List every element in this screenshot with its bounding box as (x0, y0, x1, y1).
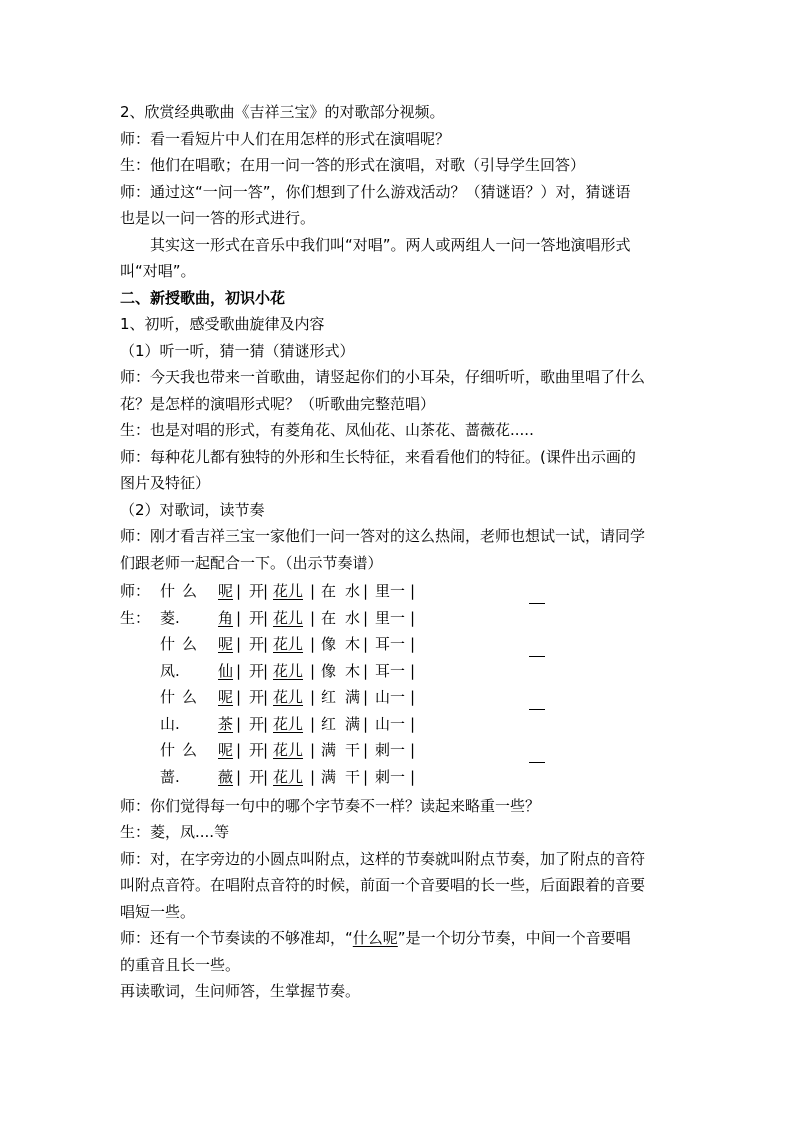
lyric-syllable: 开 (249, 635, 265, 653)
bar-line: | (363, 688, 369, 706)
lyric-syllable: 凤. (160, 661, 180, 680)
sustain-dash (529, 762, 545, 763)
lyric-syllable: 呢 (218, 635, 234, 653)
lyric-syllable: 花儿 (273, 661, 304, 680)
bar-line: | (263, 635, 269, 653)
lyric-syllable: 山. (160, 714, 180, 733)
paragraph-line: 再读歌词，生问师答，生掌握节奏。 (120, 982, 361, 1000)
lyric-syllable: 水 (345, 582, 361, 600)
lyric-syllable: 什 (160, 582, 176, 600)
paragraph-line: 2、欣赏经典歌曲《吉祥三宝》的对歌部分视频。 (120, 103, 445, 121)
lyric-syllable: 菱. (160, 608, 180, 627)
text-run: 师：还有一个节奏读的不够准却，“ (120, 929, 353, 947)
lyric-syllable: 山一 (375, 688, 406, 706)
paragraph-line: 生：他们在唱歌；在用一问一答的形式在演唱，对歌（引导学生回答） (120, 156, 586, 174)
paragraph-line: 师：今天我也带来一首歌曲，请竖起你们的小耳朵，仔细听听，歌曲里唱了什么 (120, 368, 646, 386)
bar-line: | (410, 741, 416, 759)
lyric-syllable: 么 (182, 582, 198, 600)
lyric-syllable: 薇 (218, 767, 234, 786)
underlined-rhythm-word: 什么呢 (352, 929, 398, 947)
paragraph-line: 叫附点音符。在唱附点音符的时候，前面一个音要唱的长一些，后面跟着的音要 (120, 876, 646, 894)
bar-line: | (410, 661, 416, 680)
bar-line: | (410, 608, 416, 627)
lyric-syllable: 刺一 (375, 767, 406, 786)
paragraph-line (120, 928, 631, 948)
paragraph-line: 的重音且长一些。 (120, 956, 241, 974)
bar-line: | (363, 608, 369, 627)
paragraph-line: 师：每种花儿都有独特的外形和生长特征，来看看他们的特征。(课件出示画的 (120, 448, 636, 466)
lyric-syllable: 像 (321, 661, 337, 680)
bar-line: | (363, 661, 369, 680)
bar-line: | (263, 767, 269, 786)
lyric-syllable: 仙 (218, 661, 234, 680)
bar-line: | (363, 741, 369, 759)
bar-line: | (363, 714, 369, 733)
paragraph-line: （2）对歌词，读节奏 (120, 501, 265, 519)
bar-line: | (310, 608, 316, 627)
paragraph-line: 花？是怎样的演唱形式呢？（听歌曲完整范唱） (120, 395, 436, 413)
lyric-syllable: 耳一 (375, 661, 406, 680)
bar-line: | (236, 767, 242, 786)
sustain-dash (529, 709, 545, 710)
paragraph-line: 唱短一些。 (120, 903, 196, 921)
bar-line: | (236, 714, 242, 733)
lyric-syllable: 干 (345, 767, 361, 786)
lyric-syllable: 满 (321, 741, 337, 759)
lyric-syllable: 花儿 (273, 635, 304, 653)
lyric-syllable: 呢 (218, 741, 234, 759)
bar-line: | (236, 608, 242, 627)
lyric-syllable: 呢 (218, 582, 234, 600)
paragraph-line: 师：看一看短片中人们在用怎样的形式在演唱呢？ (120, 130, 451, 148)
bar-line: | (263, 661, 269, 680)
lyric-syllable: 茶 (218, 714, 234, 733)
bar-line: | (236, 688, 242, 706)
lyric-syllable: 红 (321, 714, 337, 733)
bar-line: | (263, 741, 269, 759)
lyric-syllable: 开 (249, 582, 265, 600)
lyric-syllable: 么 (182, 741, 198, 759)
bar-line: | (410, 767, 416, 786)
lyric-syllable: 么 (182, 635, 198, 653)
lyric-syllable: 开 (249, 661, 265, 680)
bar-line: | (310, 714, 316, 733)
bar-line: | (363, 767, 369, 786)
section-heading: 二、新授歌曲，初识小花 (120, 289, 286, 307)
lyric-syllable: 么 (182, 688, 198, 706)
paragraph-line: 叫“对唱”。 (120, 262, 196, 280)
paragraph-line: 1、初听，感受歌曲旋律及内容 (120, 315, 325, 333)
lyric-syllable: 刺一 (375, 741, 406, 759)
bar-line: | (310, 688, 316, 706)
lyric-syllable: 呢 (218, 688, 234, 706)
lyric-syllable: 山一 (375, 714, 406, 733)
lyric-syllable: 红 (321, 688, 337, 706)
lyric-syllable: 满 (321, 767, 337, 786)
paragraph-line: 生：菱，凤....等 (120, 823, 230, 841)
paragraph-line: 师：通过这“一问一答”，你们想到了什么游戏活动？（猜谜语？）对，猜谜语 (120, 183, 631, 201)
lyric-syllable: 什 (160, 635, 176, 653)
lyric-syllable: 满 (345, 688, 361, 706)
speaker-label: 生： (120, 608, 151, 627)
bar-line: | (310, 582, 316, 600)
lyric-syllable: 花儿 (273, 741, 304, 759)
sustain-dash (529, 656, 545, 657)
lyric-syllable: 蔷. (160, 767, 180, 786)
text-run: ”是一个切分节奏，中间一个音要唱 (397, 929, 631, 947)
lyric-syllable: 花儿 (273, 608, 304, 627)
lyric-syllable: 木 (345, 635, 361, 653)
bar-line: | (263, 582, 269, 600)
bar-line: | (263, 688, 269, 706)
lyric-syllable: 里一 (375, 582, 406, 600)
bar-line: | (263, 608, 269, 627)
lyric-syllable: 木 (345, 661, 361, 680)
lyric-syllable: 像 (321, 635, 337, 653)
lyric-syllable: 水 (345, 608, 361, 627)
bar-line: | (310, 661, 316, 680)
lyric-syllable: 什 (160, 741, 176, 759)
lyric-syllable: 满 (345, 714, 361, 733)
bar-line: | (310, 767, 316, 786)
lyric-syllable: 里一 (375, 608, 406, 627)
bar-line: | (236, 582, 242, 600)
lyric-syllable: 开 (249, 688, 265, 706)
bar-line: | (363, 582, 369, 600)
lyric-syllable: 花儿 (273, 688, 304, 706)
lyric-syllable: 角 (218, 608, 234, 627)
paragraph-line: 师：你们觉得每一句中的哪个字节奏不一样？读起来略重一些？ (120, 797, 541, 815)
bar-line: | (236, 635, 242, 653)
paragraph-line: 其实这一形式在音乐中我们叫“对唱”。两人或两组人一问一答地演唱形式 (150, 236, 631, 254)
bar-line: | (410, 635, 416, 653)
lyric-syllable: 花儿 (273, 767, 304, 786)
bar-line: | (310, 741, 316, 759)
lyric-syllable: 耳一 (375, 635, 406, 653)
lyric-syllable: 在 (321, 608, 337, 627)
paragraph-line: 师：对，在字旁边的小圆点叫附点，这样的节奏就叫附点节奏，加了附点的音符 (120, 850, 646, 868)
paragraph-line: 图片及特征） (120, 474, 211, 492)
sustain-dash (529, 603, 545, 604)
paragraph-line: （1）听一听，猜一猜（猜谜形式） (120, 342, 355, 360)
lyric-syllable: 开 (249, 714, 265, 733)
lyric-syllable: 花儿 (273, 714, 304, 733)
bar-line: | (410, 714, 416, 733)
paragraph-line: 生：也是对唱的形式，有菱角花、凤仙花、山茶花、蔷薇花..... (120, 421, 534, 439)
lyric-syllable: 开 (249, 608, 265, 627)
bar-line: | (236, 661, 242, 680)
lyric-syllable: 什 (160, 688, 176, 706)
bar-line: | (236, 741, 242, 759)
bar-line: | (410, 582, 416, 600)
lyric-syllable: 开 (249, 741, 265, 759)
lyric-syllable: 在 (321, 582, 337, 600)
bar-line: | (310, 635, 316, 653)
bar-line: | (410, 688, 416, 706)
lyric-syllable: 花儿 (273, 582, 304, 600)
lyric-syllable: 开 (249, 767, 265, 786)
paragraph-line: 也是以一问一答的形式进行。 (120, 209, 316, 227)
bar-line: | (263, 714, 269, 733)
speaker-label: 师： (120, 582, 151, 600)
bar-line: | (363, 635, 369, 653)
paragraph-line: 师：刚才看吉祥三宝一家他们一问一答对的这么热闹，老师也想试一试，请同学 (120, 527, 646, 545)
lyric-syllable: 干 (345, 741, 361, 759)
paragraph-line: 们跟老师一起配合一下。（出示节奏谱） (120, 554, 383, 572)
